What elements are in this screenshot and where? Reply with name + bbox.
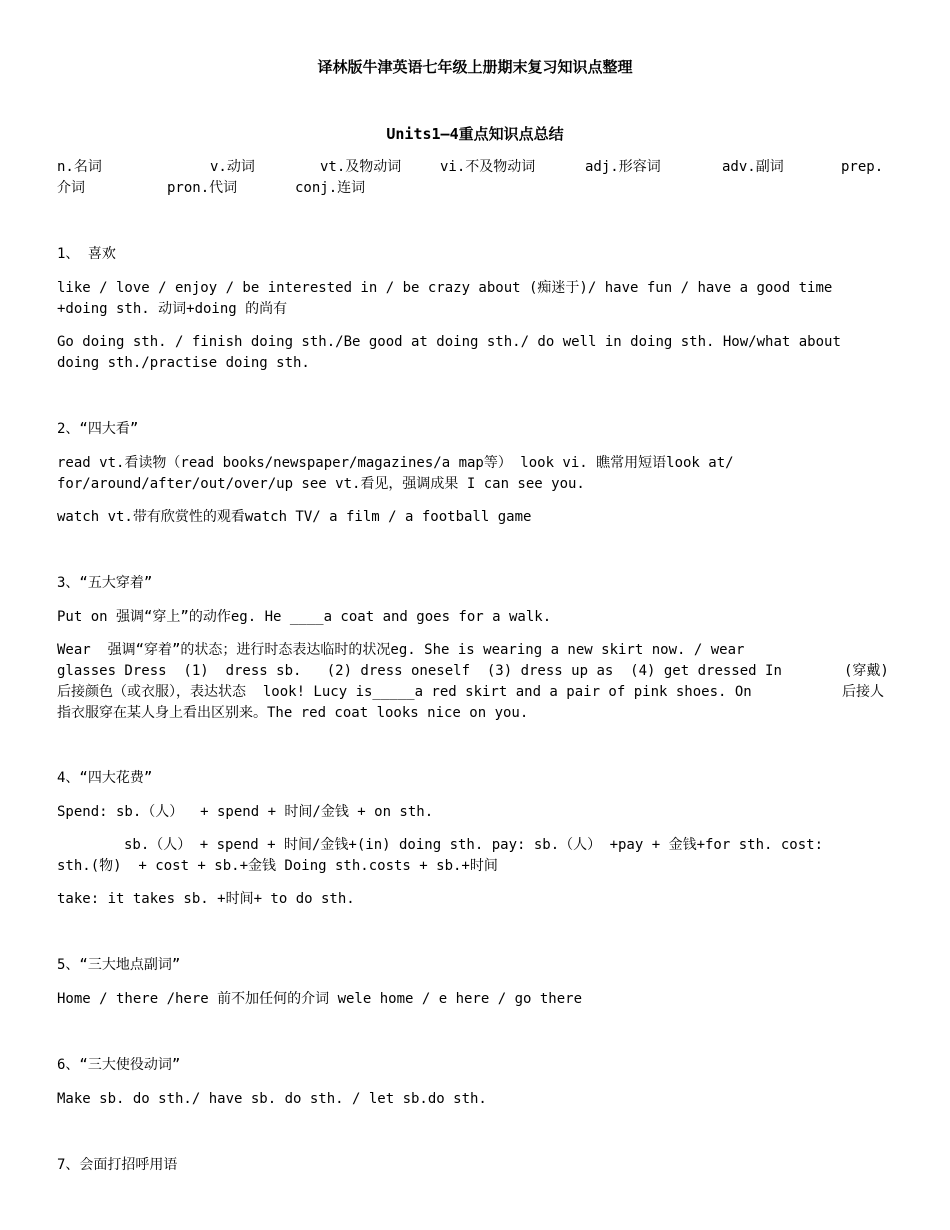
paragraph-line: like / love / enjoy / be interested in / be crazy about (痴迷于)/ have fun / have a good time <box>57 280 833 296</box>
paragraph-fragment: (穿戴) <box>844 663 889 679</box>
abbrev-conj: conj.连词 <box>295 180 366 196</box>
paragraph-line: sb.（人） + spend + 时间/金钱+(in) doing sth. pay: sb.（人） +pay + 金钱+for sth. cost: <box>124 837 824 853</box>
page-subtitle: Units1—4重点知识点总结 <box>386 125 564 143</box>
section-heading: 1、 喜欢 <box>57 246 116 262</box>
abbrev-prep-cn: 介词 <box>57 180 85 196</box>
abbrev-vi: vi.不及物动词 <box>440 159 536 175</box>
paragraph-line: read vt.看读物（read books/newspaper/magazines/a map等） look vi. 瞧常用短语look at/ <box>57 455 734 471</box>
paragraph-line: doing sth./practise doing sth. <box>57 355 310 371</box>
paragraph-line: Wear 强调“穿着”的状态；进行时态表达临时的状况eg. She is wearing a new skirt now. / wear <box>57 642 745 658</box>
section-heading: 2、“四大看” <box>57 421 139 437</box>
abbrev-vt: vt.及物动词 <box>320 159 402 175</box>
section-heading: 6、“三大使役动词” <box>57 1057 181 1073</box>
abbrev-adv: adv.副词 <box>722 159 784 175</box>
paragraph-line: Make sb. do sth./ have sb. do sth. / let sb.do sth. <box>57 1091 487 1107</box>
abbrev-adj: adj.形容词 <box>585 159 661 175</box>
paragraph-line: watch vt.带有欣赏性的观看watch TV/ a film / a football game <box>57 509 532 525</box>
page-title: 译林版牛津英语七年级上册期末复习知识点整理 <box>317 58 633 76</box>
paragraph-fragment: 后接人 <box>842 684 884 700</box>
paragraph-line: Spend: sb.（人） + spend + 时间/金钱 + on sth. <box>57 804 434 820</box>
abbrev-noun: n.名词 <box>57 159 102 175</box>
paragraph-line: +doing sth. 动词+doing 的尚有 <box>57 301 288 317</box>
section-heading: 3、“五大穿着” <box>57 575 153 591</box>
paragraph-line: Home / there /here 前不加任何的介词 wele home / e here / go there <box>57 991 583 1007</box>
section-heading: 7、会面打招呼用语 <box>57 1157 178 1173</box>
paragraph-line: for/around/after/out/over/up see vt.看见，强调成果 I can see you. <box>57 476 585 492</box>
abbrev-prep: prep. <box>841 159 884 175</box>
paragraph-line: sth.(物) + cost + sb.+金钱 Doing sth.costs + sb.+时间 <box>57 858 498 874</box>
paragraph-line: take: it takes sb. +时间+ to do sth. <box>57 891 355 907</box>
abbrev-verb: v.动词 <box>210 159 255 175</box>
section-heading: 4、“四大花费” <box>57 770 153 786</box>
paragraph-line: Go doing sth. / finish doing sth./Be good at doing sth./ do well in doing sth. How/what about <box>57 334 841 350</box>
paragraph-line: 指衣服穿在某人身上看出区别来。The red coat looks nice on you. <box>57 705 529 721</box>
paragraph-line: 后接颜色（或衣服），表达状态 look! Lucy is_____a red skirt and a pair of pink shoes. On <box>57 684 752 700</box>
abbrev-pron: pron.代词 <box>167 180 238 196</box>
paragraph-line: glasses Dress (1) dress sb. (2) dress oneself (3) dress up as (4) get dressed In <box>57 663 782 679</box>
section-heading: 5、“三大地点副词” <box>57 957 181 973</box>
paragraph-line: Put on 强调“穿上”的动作eg. He ____a coat and goes for a walk. <box>57 609 552 625</box>
